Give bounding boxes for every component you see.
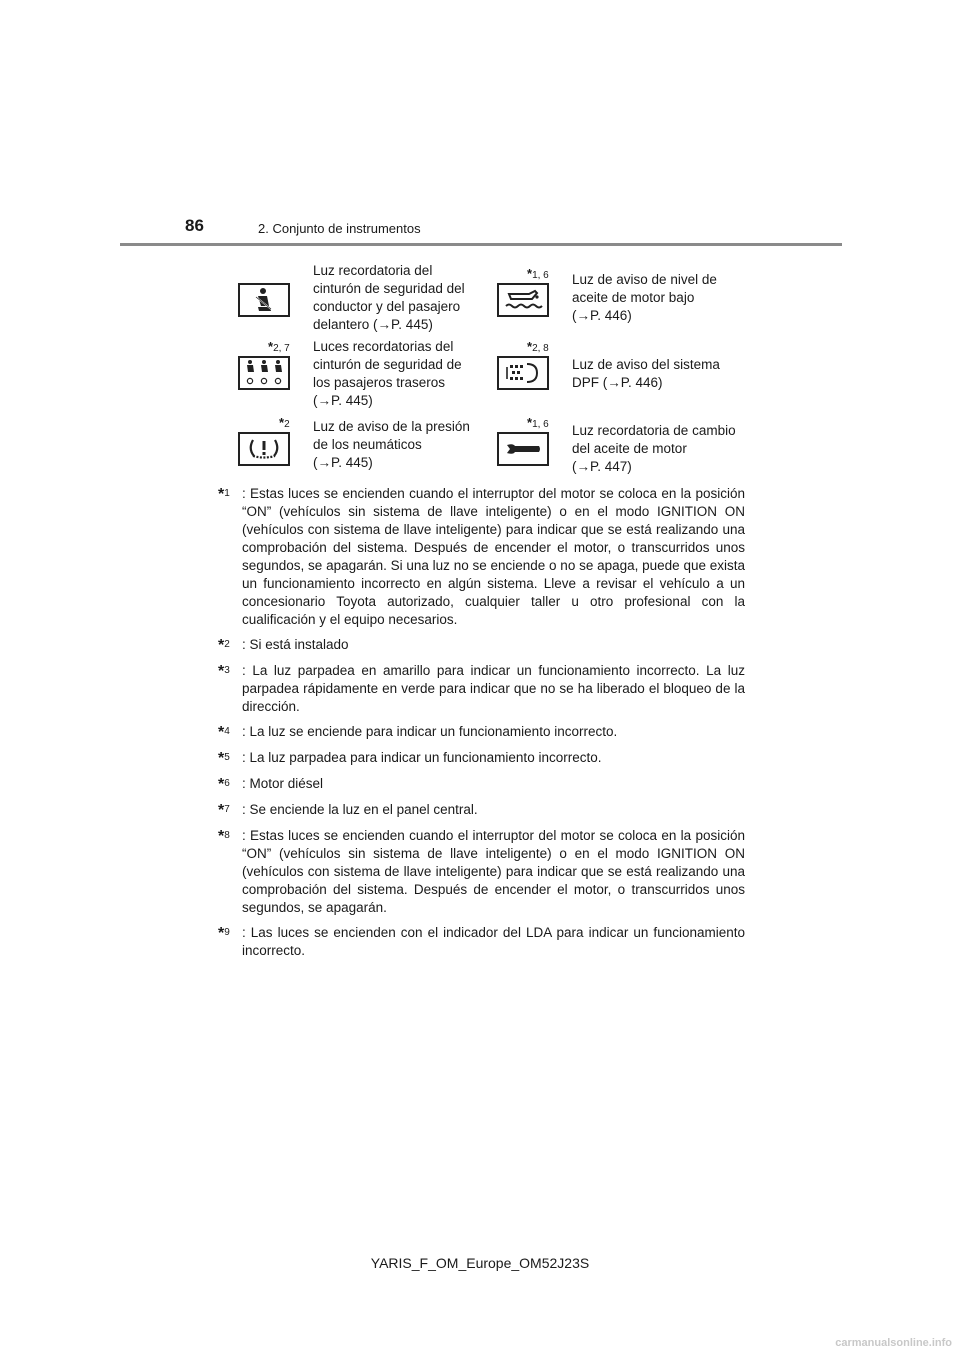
seatbelt-rear-description: Luces recordatorias del cinturón de seguridad de los pasajeros traseros (→P. 445): [313, 339, 462, 408]
dpf-icon: [497, 356, 549, 390]
oil-change-note-ref: *1, 6: [527, 415, 549, 430]
footnote: *$^7$ : Se enciende la luz en el panel central.: [218, 802, 478, 819]
footnotes: [218, 485, 745, 967]
footnote: *$^2$ : Si está instalado: [218, 637, 349, 654]
rear-seatbelt-icon: [238, 356, 290, 390]
seatbelt-rear-note-ref: *2, 7: [268, 339, 290, 354]
oil-level-icon: [497, 283, 549, 317]
dpf-description: Luz de aviso del sistema DPF (→P. 446): [572, 357, 720, 390]
oil-level-note-ref: *1, 6: [527, 266, 549, 281]
dpf-note-ref: *2, 8: [527, 339, 549, 354]
header-divider: [120, 243, 842, 246]
footnote: *$^9$ : Las luces se encienden con el indicador del LDA para indicar un funcionamiento incorrecto.: [218, 925, 745, 958]
tire-pressure-note-ref: *2: [279, 415, 290, 430]
seatbelt-icon: [238, 283, 290, 317]
page-number: 86: [185, 216, 204, 235]
footnote: *$^3$ : La luz parpadea en amarillo para indicar un funcionamiento incorrecto. La luz parpadea rápidamente en verde para indicar que no se ha liberado el bloqueo de la dirección.: [218, 663, 745, 714]
wrench-icon: [497, 432, 549, 466]
oil-level-description: Luz de aviso de nivel de aceite de motor bajo (→P. 446): [572, 272, 717, 323]
oil-change-description: Luz recordatoria de cambio del aceite de motor (→P. 447): [572, 423, 736, 474]
tire-pressure-icon: [238, 432, 290, 466]
footnote: *$^4$ : La luz se enciende para indicar un funcionamiento incorrecto.: [218, 724, 618, 741]
watermark: carmanualsonline.info: [835, 1337, 952, 1349]
footnote: *$^8$ : Estas luces se encienden cuando el interruptor del motor se coloca en la posición “ON” (vehículos sin sistema de llave inteligente) o en el modo IGNITION ON (vehículos con sistema de llave inteligente) para indicar que se está realizando una comprobación del sistema. Después de encender el motor, o transcurridos unos segundos, se apagarán.: [218, 828, 745, 915]
section-title: 2. Conjunto de instrumentos: [258, 221, 421, 236]
footnote: *$^5$ : La luz parpadea para indicar un funcionamiento incorrecto.: [218, 750, 602, 767]
footnote: *$^1$ : Estas luces se encienden cuando el interruptor del motor se coloca en la posición “ON” (vehículos sin sistema de llave inteligente) o en el modo IGNITION ON (vehículos con sistema de llave inteligente) para indicar que se está realizando una comprobación del sistema. Después de encender el motor, o transcurridos unos segundos, se apagarán. Si una luz no se enciende o no se apaga, puede que exista un funcionamiento incorrecto en algún sistema. Lleve a revisar el vehículo a un concesionario Toyota autorizado, cualquier taller u otro profesional con la cualificación y el equipo necesarios.: [218, 486, 745, 627]
document-code: YARIS_F_OM_Europe_OM52J23S: [370, 1255, 590, 1271]
tire-pressure-description: Luz de aviso de la presión de los neumáticos (→P. 445): [313, 419, 470, 470]
footnote: *$^6$ : Motor diésel: [218, 776, 324, 793]
seatbelt-front-description: Luz recordatoria del cinturón de seguridad del conductor y del pasajero delantero (→P. 445): [313, 263, 465, 332]
